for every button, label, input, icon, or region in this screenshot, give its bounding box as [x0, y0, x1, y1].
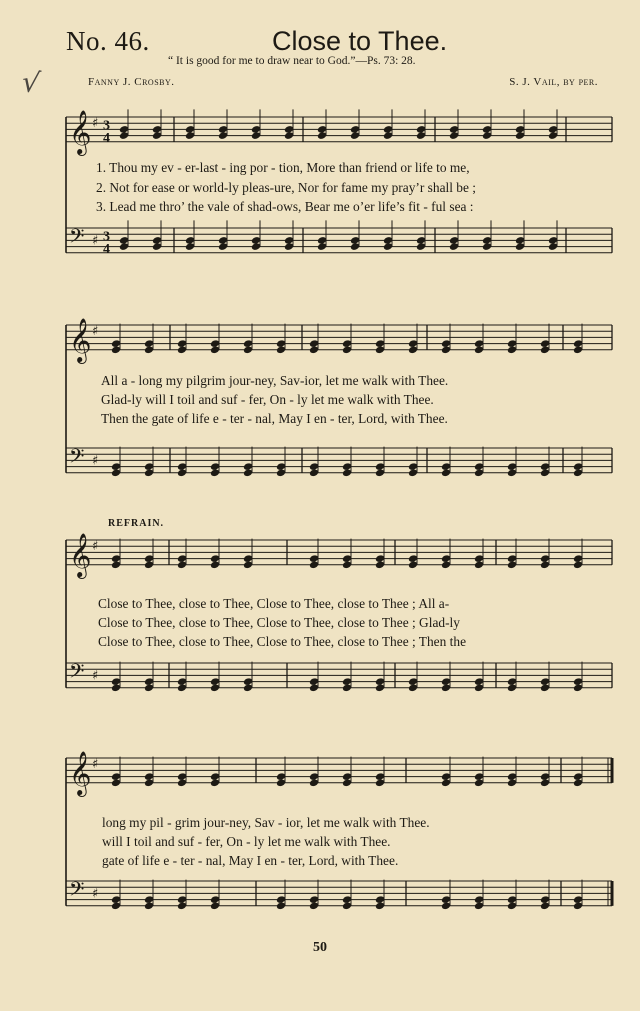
treble-clef-icon: 𝄞	[69, 109, 92, 154]
system1-verse3: 3. Lead me thro’ the vale of shad-ows, Bear me o’er life’s fit - ful sea :	[96, 199, 474, 214]
page-number: 50	[313, 940, 327, 955]
treble-clef-icon: 𝄞	[69, 750, 92, 795]
system3-verse2: Close to Thee, close to Thee, Close to Thee, close to Thee ; Glad-ly	[98, 615, 460, 630]
treble-clef-icon: 𝄞	[69, 317, 92, 362]
sharp-icon: ♯	[92, 233, 99, 249]
system4-verse1: long my pil - grim jour-ney, Sav - ior, let me walk with Thee.	[102, 815, 430, 830]
bass-clef-icon: 𝄢	[69, 877, 85, 906]
bass-clef-icon: 𝄢	[69, 444, 85, 473]
meter-top: 3	[103, 229, 110, 245]
system3-verse3: Close to Thee, close to Thee, Close to Thee, close to Thee ; Then the	[98, 634, 467, 649]
sharp-icon: ♯	[92, 324, 99, 340]
system2-verse2: Glad-ly will I toil and suf - fer, On - ly let me walk with Thee.	[101, 392, 434, 407]
system3-verse1: Close to Thee, close to Thee, Close to Thee, close to Thee ; All a-	[98, 596, 450, 611]
sharp-icon: ♯	[92, 668, 99, 684]
meter-bottom: 4	[103, 241, 110, 257]
bass-clef-icon: 𝄢	[69, 659, 85, 688]
system2-verse3: Then the gate of life e - ter - nal, May I en - ter, Lord, with Thee.	[101, 411, 448, 426]
author-credit: Fanny J. Crosby.	[88, 76, 175, 88]
system2-verse1: All a - long my pilgrim jour-ney, Sav-ior, let me walk with Thee.	[101, 373, 449, 388]
margin-check-icon: √	[19, 64, 43, 101]
sharp-icon: ♯	[92, 539, 99, 555]
treble-clef-icon: 𝄞	[69, 532, 92, 577]
refrain-label: REFRAIN.	[108, 518, 165, 529]
sharp-icon: ♯	[92, 116, 99, 132]
scripture-quote: “ It is good for me to draw near to God.”—Ps. 73: 28.	[168, 55, 416, 67]
system4-verse3: gate of life e - ter - nal, May I en - ter, Lord, with Thee.	[102, 853, 399, 868]
hymn-title: Close to Thee.	[272, 26, 448, 56]
meter-bottom: 4	[103, 130, 110, 146]
sharp-icon: ♯	[92, 757, 99, 773]
sharp-icon: ♯	[92, 886, 99, 902]
composer-credit: S. J. Vail, by per.	[509, 76, 598, 88]
system1-verse2: 2. Not for ease or world-ly pleas-ure, Nor for fame my pray’r shall be ;	[96, 180, 477, 195]
sharp-icon: ♯	[92, 453, 99, 469]
meter-top: 3	[103, 118, 110, 134]
bass-clef-icon: 𝄢	[69, 224, 85, 253]
system4-verse2: will I toil and suf - fer, On - ly let me walk with Thee.	[102, 834, 391, 849]
hymn-number: No. 46.	[66, 26, 150, 56]
system1-verse1: 1. Thou my ev - er-last - ing por - tion, More than friend or life to me,	[96, 160, 470, 175]
